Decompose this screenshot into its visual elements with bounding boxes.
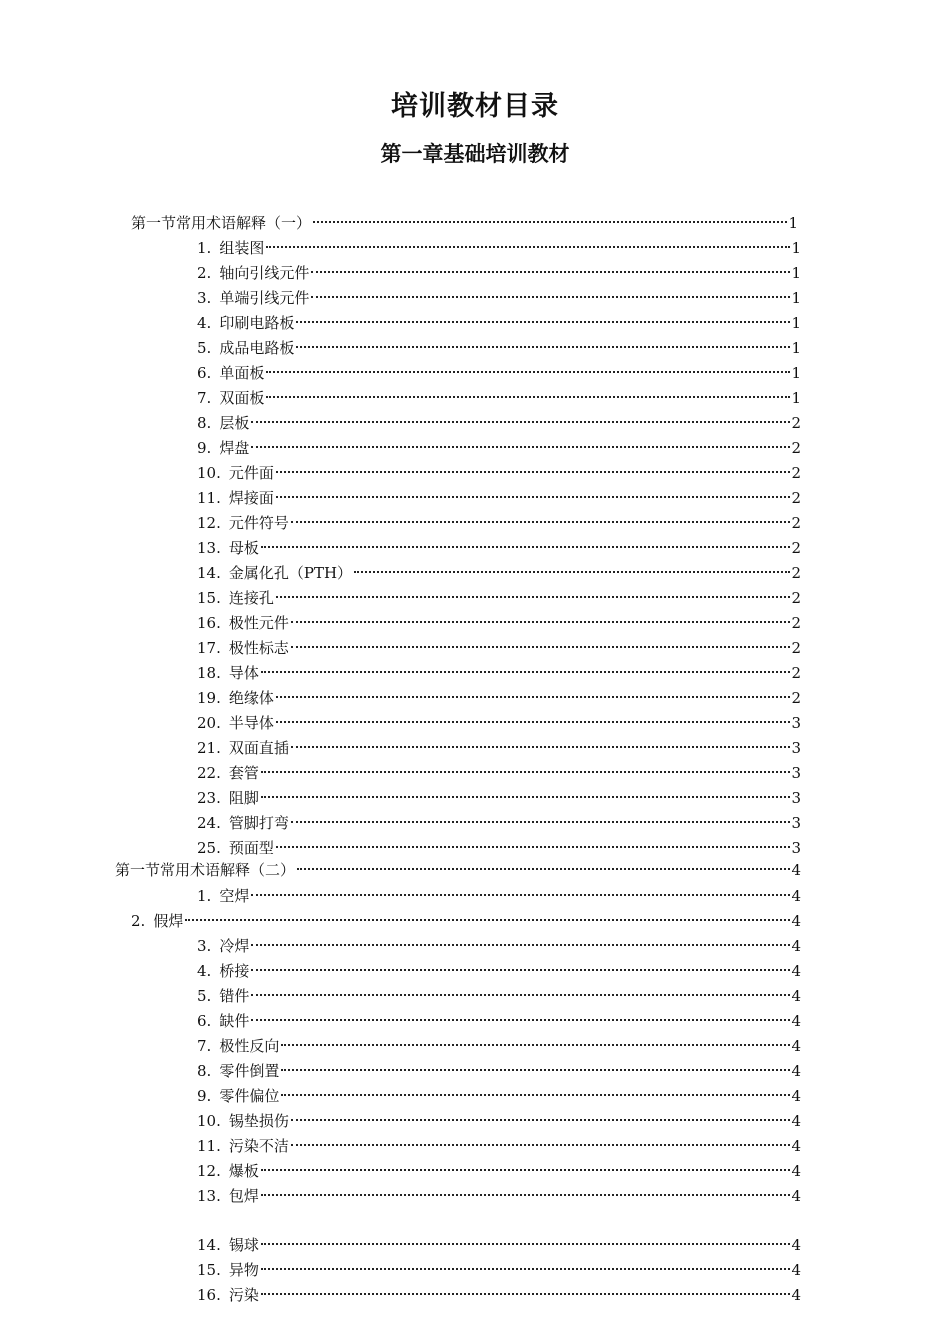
toc-entry-label: 半导体 — [228, 714, 274, 732]
toc-entry-label: 轴向引线元件 — [219, 264, 310, 282]
toc-entry-label: 缺件 — [219, 1012, 250, 1030]
dot-leader — [276, 596, 791, 598]
dot-leader — [291, 1144, 791, 1146]
toc-page-number: 2 — [791, 639, 801, 657]
toc-entry-number: 5. — [197, 987, 212, 1005]
toc-page-number: 1 — [791, 389, 801, 407]
toc-entry-number: 9. — [197, 1087, 212, 1105]
toc-page-number: 4 — [791, 962, 801, 980]
toc-page-number: 4 — [791, 1187, 801, 1205]
toc-section-label: 第一节常用术语解释（二） — [115, 861, 296, 879]
dot-leader — [296, 321, 790, 323]
dot-leader — [291, 521, 791, 523]
toc-page-number: 3 — [791, 814, 801, 832]
dot-leader — [266, 371, 790, 373]
toc-entry-number: 3. — [197, 937, 212, 955]
toc-section-row[interactable] — [131, 211, 798, 235]
dot-leader — [276, 721, 791, 723]
toc-entry-number: 1. — [197, 239, 212, 257]
toc-entry-row[interactable] — [197, 811, 801, 835]
toc-page-number: 4 — [791, 1286, 801, 1304]
dot-leader — [281, 1069, 790, 1071]
toc-entry-row[interactable] — [197, 436, 801, 460]
toc-entry-label: 元件面 — [228, 464, 274, 482]
chapter-title: 第一章基础培训教材 — [380, 141, 570, 166]
dot-leader — [291, 621, 791, 623]
toc-entry-row[interactable] — [197, 561, 801, 585]
toc-entry-number: 11. — [197, 489, 221, 507]
toc-entry-number: 21. — [197, 739, 221, 757]
toc-entry-label: 空焊 — [219, 887, 250, 905]
toc-entry-number: 19. — [197, 689, 221, 707]
toc-entry-number: 9. — [197, 439, 212, 457]
toc-page-number: 4 — [791, 937, 801, 955]
toc-entry-label: 冷焊 — [219, 937, 250, 955]
dot-leader — [261, 1169, 791, 1171]
toc-entry-label: 导体 — [228, 664, 259, 682]
toc-entry-row[interactable] — [197, 836, 801, 860]
toc-entry-row[interactable] — [197, 286, 801, 310]
toc-page-number: 4 — [791, 1037, 801, 1055]
toc-entry-number: 15. — [197, 589, 221, 607]
toc-entry-label: 双面板 — [219, 389, 265, 407]
toc-entry-label: 母板 — [228, 539, 259, 557]
dot-leader — [291, 746, 791, 748]
toc-page-number: 2 — [791, 664, 801, 682]
dot-leader — [276, 846, 791, 848]
dot-leader — [251, 944, 790, 946]
toc-page-number: 1 — [788, 214, 798, 232]
toc-entry-row[interactable] — [197, 1109, 801, 1133]
toc-entry-number: 14. — [197, 1236, 221, 1254]
dot-leader — [251, 421, 790, 423]
toc-entry-row[interactable] — [197, 1034, 801, 1058]
dot-leader — [296, 346, 790, 348]
toc-entry-row[interactable] — [197, 1184, 801, 1208]
toc-entry-row[interactable] — [197, 411, 801, 435]
toc-entry-number: 24. — [197, 814, 221, 832]
dot-leader — [261, 1243, 791, 1245]
dot-leader — [291, 1119, 791, 1121]
page-title: 培训教材目录 — [391, 91, 559, 122]
dot-leader — [261, 546, 791, 548]
toc-page-number: 1 — [791, 264, 801, 282]
toc-entry-row[interactable] — [197, 1258, 801, 1282]
dot-leader — [276, 696, 791, 698]
toc-entry-row[interactable] — [197, 1059, 801, 1083]
toc-entry-number: 2. — [131, 912, 146, 930]
toc-page-number: 3 — [791, 714, 801, 732]
toc-entry-row[interactable] — [197, 536, 801, 560]
dot-leader — [291, 821, 791, 823]
toc-entry-label: 错件 — [219, 987, 250, 1005]
toc-entry-row[interactable] — [197, 661, 801, 685]
dot-leader — [313, 221, 787, 223]
toc-entry-number: 22. — [197, 764, 221, 782]
toc-entry-number: 5. — [197, 339, 212, 357]
toc-entry-row[interactable] — [197, 361, 801, 385]
toc-entry-row[interactable] — [197, 1084, 801, 1108]
toc-entry-label: 锡球 — [228, 1236, 259, 1254]
toc-entry-row[interactable] — [197, 761, 801, 785]
dot-leader — [261, 796, 791, 798]
toc-entry-label: 极性元件 — [228, 614, 289, 632]
dot-leader — [291, 646, 791, 648]
toc-entry-label: 层板 — [219, 414, 250, 432]
toc-entry-number: 10. — [197, 464, 221, 482]
dot-leader — [281, 1094, 790, 1096]
toc-entry-row[interactable] — [197, 959, 801, 983]
toc-entry-row[interactable] — [197, 884, 801, 908]
toc-page-number: 3 — [791, 789, 801, 807]
toc-entry-label: 单面板 — [219, 364, 265, 382]
toc-entry-row[interactable] — [197, 686, 801, 710]
dot-leader — [297, 868, 790, 870]
dot-leader — [276, 471, 791, 473]
toc-entry-number: 2. — [197, 264, 212, 282]
toc-page-number: 2 — [791, 514, 801, 532]
toc-page-number: 2 — [791, 439, 801, 457]
toc-page-number: 4 — [791, 861, 801, 879]
toc-entry-label: 焊接面 — [228, 489, 274, 507]
toc-page-number: 2 — [791, 489, 801, 507]
toc-page-number: 1 — [791, 289, 801, 307]
toc-entry-row[interactable] — [197, 736, 801, 760]
dot-leader — [251, 969, 790, 971]
toc-entry-number: 1. — [197, 887, 212, 905]
toc-entry-row[interactable] — [197, 261, 801, 285]
dot-leader — [354, 571, 790, 573]
toc-entry-number: 6. — [197, 1012, 212, 1030]
dot-leader — [266, 246, 790, 248]
toc-entry-label: 成品电路板 — [219, 339, 295, 357]
dot-leader — [276, 496, 791, 498]
toc-page-number: 4 — [791, 1062, 801, 1080]
toc-entry-number: 18. — [197, 664, 221, 682]
toc-entry-row[interactable] — [197, 386, 801, 410]
toc-entry-number: 25. — [197, 839, 221, 857]
toc-entry-number: 4. — [197, 962, 212, 980]
toc-page-number: 1 — [791, 339, 801, 357]
toc-entry-row[interactable] — [197, 586, 801, 610]
toc-section-label: 第一节常用术语解释（一） — [131, 214, 312, 232]
toc-page-number: 1 — [791, 364, 801, 382]
dot-leader — [261, 1194, 791, 1196]
toc-entry-label: 零件倒置 — [219, 1062, 280, 1080]
toc-entry-label: 污染不洁 — [228, 1137, 289, 1155]
dot-leader — [261, 1293, 791, 1295]
dot-leader — [185, 919, 790, 921]
toc-page-number: 2 — [791, 689, 801, 707]
toc-section-row[interactable] — [115, 858, 801, 882]
toc-page-number: 2 — [791, 564, 801, 582]
toc-entry-row[interactable] — [131, 909, 801, 933]
toc-entry-row[interactable] — [197, 984, 801, 1008]
toc-page-number: 1 — [791, 239, 801, 257]
toc-entry-row[interactable] — [197, 786, 801, 810]
toc-entry-number: 16. — [197, 614, 221, 632]
toc-entry-row[interactable] — [197, 1134, 801, 1158]
toc-entry-label: 锡垫损伤 — [228, 1112, 289, 1130]
toc-entry-label: 组装图 — [219, 239, 265, 257]
toc-entry-row[interactable] — [197, 611, 801, 635]
toc-page-number: 2 — [791, 539, 801, 557]
toc-entry-number: 13. — [197, 539, 221, 557]
toc-entry-number: 10. — [197, 1112, 221, 1130]
toc-entry-number: 20. — [197, 714, 221, 732]
dot-leader — [261, 1268, 791, 1270]
toc-entry-row[interactable] — [197, 486, 801, 510]
toc-entry-label: 连接孔 — [228, 589, 274, 607]
toc-entry-number: 8. — [197, 414, 212, 432]
toc-entry-label: 单端引线元件 — [219, 289, 310, 307]
toc-entry-row[interactable] — [197, 934, 801, 958]
toc-entry-number: 6. — [197, 364, 212, 382]
toc-entry-label: 包焊 — [228, 1187, 259, 1205]
toc-page-number: 4 — [791, 987, 801, 1005]
toc-entry-number: 11. — [197, 1137, 221, 1155]
toc-entry-number: 15. — [197, 1261, 221, 1279]
toc-entry-row[interactable] — [197, 461, 801, 485]
dot-leader — [251, 994, 790, 996]
toc-page-number: 1 — [791, 314, 801, 332]
toc-entry-label: 焊盘 — [219, 439, 250, 457]
toc-entry-number: 7. — [197, 1037, 212, 1055]
toc-page-number: 4 — [791, 1261, 801, 1279]
toc-page-number: 4 — [791, 1162, 801, 1180]
toc-entry-label: 双面直插 — [228, 739, 289, 757]
dot-leader — [281, 1044, 790, 1046]
toc-entry-label: 套管 — [228, 764, 259, 782]
toc-page-number: 4 — [791, 1137, 801, 1155]
toc-entry-number: 13. — [197, 1187, 221, 1205]
toc-entry-label: 零件偏位 — [219, 1087, 280, 1105]
toc-entry-number: 23. — [197, 789, 221, 807]
toc-entry-label: 金属化孔（PTH） — [228, 564, 353, 582]
toc-entry-row[interactable] — [197, 1159, 801, 1183]
toc-page-number: 2 — [791, 464, 801, 482]
dot-leader — [266, 396, 790, 398]
toc-entry-row[interactable] — [197, 236, 801, 260]
toc-entry-number: 12. — [197, 1162, 221, 1180]
dot-leader — [311, 296, 790, 298]
toc-entry-row[interactable] — [197, 1233, 801, 1257]
toc-entry-number: 12. — [197, 514, 221, 532]
toc-entry-label: 桥接 — [219, 962, 250, 980]
toc-entry-label: 极性标志 — [228, 639, 289, 657]
toc-entry-number: 14. — [197, 564, 221, 582]
toc-entry-row[interactable] — [197, 336, 801, 360]
toc-page-number: 4 — [791, 1012, 801, 1030]
toc-page-number: 4 — [791, 887, 801, 905]
toc-entry-label: 绝缘体 — [228, 689, 274, 707]
toc-entry-row[interactable] — [197, 1283, 801, 1307]
toc-entry-number: 4. — [197, 314, 212, 332]
toc-entry-label: 阻脚 — [228, 789, 259, 807]
toc-page-number: 3 — [791, 839, 801, 857]
toc-entry-label: 元件符号 — [228, 514, 289, 532]
toc-page-number: 3 — [791, 739, 801, 757]
toc-entry-label: 爆板 — [228, 1162, 259, 1180]
toc-entry-number: 17. — [197, 639, 221, 657]
toc-page-number: 4 — [791, 1112, 801, 1130]
toc-entry-row[interactable] — [197, 511, 801, 535]
toc-entry-label: 预面型 — [228, 839, 274, 857]
toc-entry-label: 污染 — [228, 1286, 259, 1304]
toc-entry-number: 8. — [197, 1062, 212, 1080]
toc-entry-number: 3. — [197, 289, 212, 307]
toc-entry-number: 7. — [197, 389, 212, 407]
toc-page-number: 2 — [791, 614, 801, 632]
dot-leader — [261, 671, 791, 673]
dot-leader — [251, 1019, 790, 1021]
toc-entry-label: 管脚打弯 — [228, 814, 289, 832]
dot-leader — [251, 894, 790, 896]
toc-page-number: 4 — [791, 1087, 801, 1105]
toc-page-number: 3 — [791, 764, 801, 782]
toc-entry-label: 异物 — [228, 1261, 259, 1279]
toc-entry-row[interactable] — [197, 311, 801, 335]
toc-entry-number: 16. — [197, 1286, 221, 1304]
dot-leader — [261, 771, 791, 773]
dot-leader — [251, 446, 790, 448]
toc-entry-label: 印刷电路板 — [219, 314, 295, 332]
toc-entry-label: 极性反向 — [219, 1037, 280, 1055]
toc-page-number: 4 — [791, 1236, 801, 1254]
toc-page-number: 2 — [791, 414, 801, 432]
toc-entry-label: 假焊 — [153, 912, 184, 930]
toc-entry-row[interactable] — [197, 1009, 801, 1033]
toc-entry-row[interactable] — [197, 711, 801, 735]
dot-leader — [311, 271, 790, 273]
toc-entry-row[interactable] — [197, 636, 801, 660]
toc-page-number: 2 — [791, 589, 801, 607]
toc-page-number: 4 — [791, 912, 801, 930]
